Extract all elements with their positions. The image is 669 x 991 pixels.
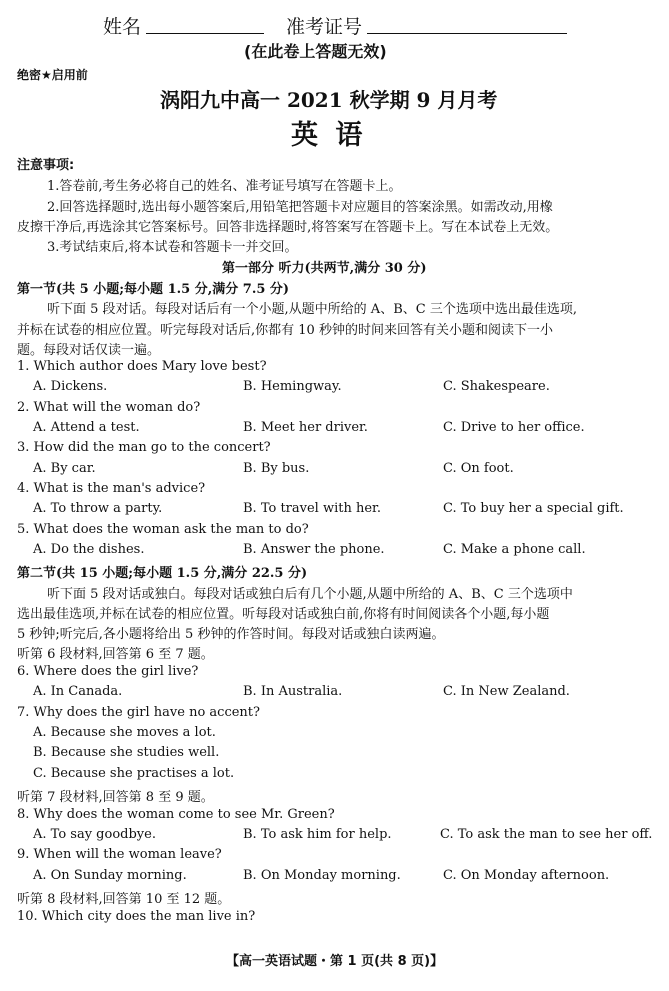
q8-option-a[interactable]: A. To say goodbye. [33,827,156,842]
material-7: 听第 7 段材料,回答第 8 至 9 题。 [17,790,214,805]
section1-instr-1: 听下面 5 段对话。每段对话后有一个小题,从题中所给的 A、B、C 三个选项中选出最佳选项, [47,302,577,317]
name-label: 姓名 [103,16,142,38]
q5-option-b[interactable]: B. Answer the phone. [243,542,385,557]
question-2: 2. What will the woman do? [17,400,201,415]
section2-instr-3: 5 秒钟;听完后,各小题将给出 5 秒钟的作答时间。每段对话或独白读两遍。 [17,627,445,642]
question-1: 1. Which author does Mary love best? [17,359,267,374]
section2-instr-1: 听下面 5 段对话或独白。每段对话或独白后有几个小题,从题中所给的 A、B、C 三个选项中 [47,587,573,602]
question-6: 6. Where does the girl live? [17,664,199,679]
q5-option-a[interactable]: A. Do the dishes. [33,542,145,557]
invalid-note: (在此卷上答题无效) [244,42,387,61]
notice-title: 注意事项: [17,158,75,173]
section1-title: 第一节(共 5 小题;每小题 1.5 分,满分 7.5 分) [17,282,290,297]
notice-item-1: 1.答卷前,考生务必将自己的姓名、准考证号填写在答题卡上。 [47,179,402,194]
q3-option-a[interactable]: A. By car. [33,461,96,476]
q2-option-a[interactable]: A. Attend a test. [33,420,140,435]
q3-option-b[interactable]: B. By bus. [243,461,310,476]
q2-option-c[interactable]: C. Drive to her office. [443,420,585,435]
q4-option-b[interactable]: B. To travel with her. [243,501,381,516]
notice-item-3: 3.考试结束后,将本试卷和答题卡一并交回。 [47,240,298,255]
q1-option-c[interactable]: C. Shakespeare. [443,379,550,394]
section1-instr-2: 并标在试卷的相应位置。听完每段对话后,你都有 10 秒钟的时间来回答有关小题和阅读下一小 [17,323,553,338]
q8-option-c[interactable]: C. To ask the man to see her off. [440,827,653,842]
secret-mark: 绝密★启用前 [17,68,88,82]
q6-option-b[interactable]: B. In Australia. [243,684,343,699]
q3-option-c[interactable]: C. On foot. [443,461,514,476]
q4-option-a[interactable]: A. To throw a party. [33,501,163,516]
q9-option-c[interactable]: C. On Monday afternoon. [443,868,610,883]
q9-option-b[interactable]: B. On Monday morning. [243,868,401,883]
page-footer: 【高一英语试题・第 1 页(共 8 页)】 [226,954,444,969]
section1-instr-3: 题。每段对话仅读一遍。 [17,343,161,358]
q1-option-b[interactable]: B. Hemingway. [243,379,342,394]
section2-title: 第二节(共 15 小题;每小题 1.5 分,满分 22.5 分) [17,566,308,581]
q7-option-a[interactable]: A. Because she moves a lot. [33,725,216,740]
ticket-blank[interactable] [367,33,567,34]
section2-instr-2: 选出最佳选项,并标在试卷的相应位置。听每段对话或独白前,你将有时间阅读各个小题,每小题 [17,607,550,622]
ticket-label: 准考证号 [286,16,363,38]
q1-option-a[interactable]: A. Dickens. [33,379,108,394]
question-3: 3. How did the man go to the concert? [17,440,271,455]
q6-option-a[interactable]: A. In Canada. [33,684,123,699]
question-4: 4. What is the man's advice? [17,481,206,496]
q8-option-b[interactable]: B. To ask him for help. [243,827,392,842]
question-8: 8. Why does the woman come to see Mr. Green? [17,807,335,822]
question-7: 7. Why does the girl have no accent? [17,705,260,720]
question-5: 5. What does the woman ask the man to do? [17,522,309,537]
material-6: 听第 6 段材料,回答第 6 至 7 题。 [17,647,214,662]
q7-option-b[interactable]: B. Because she studies well. [33,745,220,760]
question-10: 10. Which city does the man live in? [17,909,256,924]
q2-option-b[interactable]: B. Meet her driver. [243,420,368,435]
notice-item-2a: 2.回答选择题时,选出每小题答案后,用铅笔把答题卡对应题目的答案涂黑。如需改动,用橡 [47,200,553,215]
q6-option-c[interactable]: C. In New Zealand. [443,684,570,699]
question-9: 9. When will the woman leave? [17,847,222,862]
notice-item-2b: 皮擦干净后,再选涂其它答案标号。回答非选择题时,将答案写在答题卡上。写在本试卷上无效。 [17,220,559,235]
q7-option-c[interactable]: C. Because she practises a lot. [33,766,235,781]
exam-title: 涡阳九中高一 2021 秋学期 9 月月考 [160,88,498,112]
subject-title: 英 语 [291,120,367,151]
q9-option-a[interactable]: A. On Sunday morning. [33,868,187,883]
part1-title: 第一部分 听力(共两节,满分 30 分) [222,261,427,276]
name-blank[interactable] [146,33,264,34]
q4-option-c[interactable]: C. To buy her a special gift. [443,501,624,516]
q5-option-c[interactable]: C. Make a phone call. [443,542,586,557]
material-8: 听第 8 段材料,回答第 10 至 12 题。 [17,892,231,907]
